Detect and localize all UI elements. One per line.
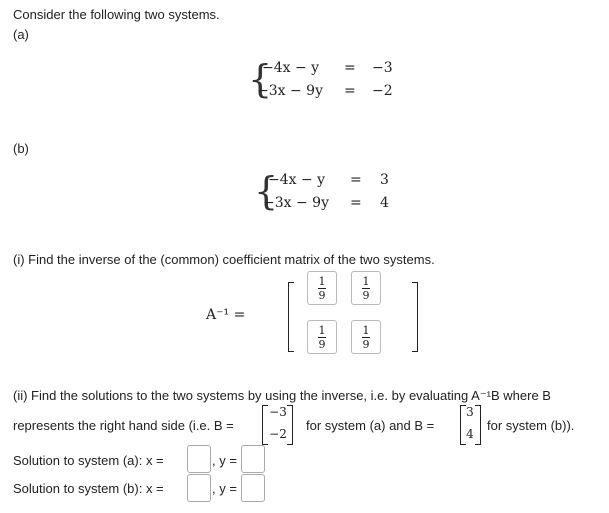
question-i: (i) Find the inverse of the (common) coefficient matrix of the two systems. [13,252,435,267]
system-a-row2-lhs: −3x − 9y [257,83,323,99]
fraction-numerator: 1 [318,274,326,288]
matrix-cell-12[interactable] [351,271,381,305]
part-a-label: (a) [13,27,29,42]
vector-a-bottom: −2 [269,427,287,441]
fraction-numerator: 1 [362,274,370,288]
matrix-left-bracket [288,282,294,352]
vector-b-bottom: 4 [466,427,474,441]
fraction-denominator: 9 [318,337,326,351]
system-a-row1-lhs: −4x − y [262,60,320,76]
part-b-label: (b) [13,141,29,156]
left-brace: { [254,169,279,213]
solution-b-y-input[interactable] [241,474,265,502]
system-a-row1-rhs: −3 [372,60,393,76]
matrix-cell-21[interactable] [307,320,337,354]
matrix-cell-11[interactable] [307,271,337,305]
question-ii-line1: (ii) Find the solutions to the two systems by using the inverse, i.e. by evaluating A⁻¹B where B [13,388,551,403]
solution-b-y-label: , y = [212,481,237,496]
system-b-row2-lhs: −3x − 9y [263,195,329,211]
solution-a-x-input[interactable] [187,445,211,473]
system-b [254,170,414,216]
matrix-right-bracket [412,282,418,352]
vector-b-top: 3 [466,405,474,419]
fraction-numerator: 1 [318,323,326,337]
fraction-denominator: 9 [362,288,370,302]
system-a-row1-eq: = [344,60,356,76]
question-ii-text-c: for system (b)). [487,418,575,433]
system-b-row1-rhs: 3 [380,172,389,188]
system-a [248,58,408,104]
solution-a-label: Solution to system (a): x = [13,453,164,468]
system-b-row2-rhs: 4 [380,195,389,211]
vector-b [460,405,482,445]
question-ii-text-b: for system (a) and B = [306,418,435,433]
left-brace: { [248,57,273,101]
vector-a [262,405,294,445]
system-b-row1-lhs: −4x − y [268,172,326,188]
system-a-row2-rhs: −2 [372,83,393,99]
fraction-denominator: 9 [362,337,370,351]
matrix-cell-22[interactable] [351,320,381,354]
system-a-row2-eq: = [344,83,356,99]
fraction-numerator: 1 [362,323,370,337]
solution-b-label: Solution to system (b): x = [13,481,164,496]
intro-text: Consider the following two systems. [13,7,220,22]
inverse-label: A⁻¹ = [206,307,246,323]
vector-a-top: −3 [269,405,287,419]
solution-b-x-input[interactable] [187,474,211,502]
system-b-row2-eq: = [350,195,362,211]
question-ii-text-a: represents the right hand side (i.e. B = [13,418,234,433]
system-b-row1-eq: = [350,172,362,188]
solution-a-y-label: , y = [212,453,237,468]
fraction-denominator: 9 [318,288,326,302]
solution-a-y-input[interactable] [241,445,265,473]
